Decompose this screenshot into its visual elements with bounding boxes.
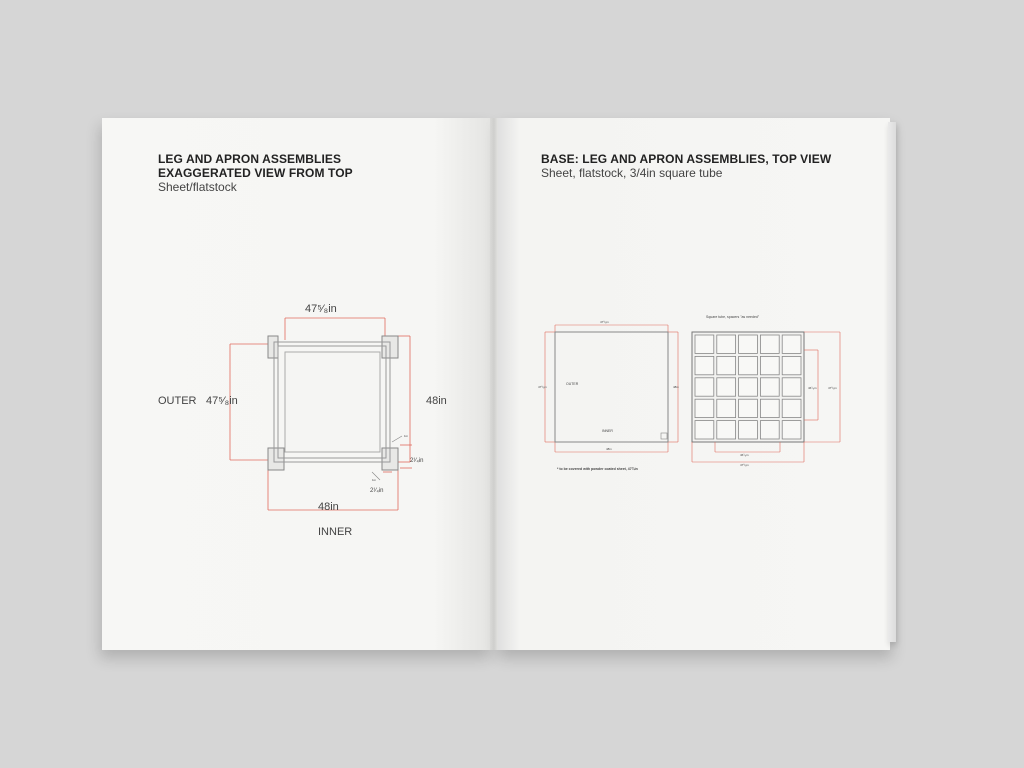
grid-cell [782, 421, 801, 439]
right-grid [692, 332, 804, 442]
right-left-left-dim: 47⁵⁄₈in [538, 385, 547, 389]
grid-cell [739, 421, 758, 439]
grid-cell [760, 399, 779, 417]
grid-cell [717, 335, 736, 353]
left-title-line-2: EXAGGERATED VIEW FROM TOP [158, 166, 353, 180]
right-subtitle: Sheet, flatstock, 3/4in square tube [541, 166, 723, 180]
right-left-inner-label: INNER [602, 429, 613, 433]
grid-cell [782, 356, 801, 374]
left-dim-outer-label: OUTER [158, 395, 197, 407]
right-left-square-corner [661, 433, 667, 439]
right-grid-right-dim-1: 46⁷⁄₈in [808, 386, 817, 390]
right-left-top-dim: 47⁵⁄₈in [600, 320, 609, 324]
left-dim-tiny-1: 1in [404, 434, 409, 438]
right-grid-right-dim-2: 47⁵⁄₈in [828, 386, 837, 390]
grid-cell [717, 378, 736, 396]
left-dim-left: 47⁵⁄₈in [206, 395, 238, 407]
left-title-line-1: LEG AND APRON ASSEMBLIES [158, 152, 342, 166]
left-dim-small-1: 2¹⁄₄in [410, 458, 424, 464]
grid-cell [695, 399, 714, 417]
left-subtitle: Sheet/flatstock [158, 180, 237, 194]
right-grid-bottom-dim-1: 46⁷⁄₈in [740, 453, 749, 457]
grid-cell [717, 356, 736, 374]
left-dim-top: 47⁵⁄₈in [305, 303, 337, 315]
grid-cell [717, 399, 736, 417]
grid-cell [717, 421, 736, 439]
left-dim-small-2: 2¹⁄₄in [370, 488, 384, 494]
grid-cell [695, 335, 714, 353]
left-dim-tiny-2: 1in [372, 478, 377, 482]
right-title: BASE: LEG AND APRON ASSEMBLIES, TOP VIEW [541, 152, 832, 166]
right-left-square [555, 332, 668, 442]
grid-cell [695, 421, 714, 439]
left-dim-right: 48in [426, 395, 447, 407]
right-grid-caption: Square tube, spacers "as needed" [706, 315, 760, 319]
left-dim-bottom: 48in [318, 501, 339, 513]
grid-cell [782, 378, 801, 396]
grid-cell [760, 378, 779, 396]
right-grid-bottom-dim-2: 47⁵⁄₈in [740, 463, 749, 467]
right-left-right-dim: 48in [673, 385, 679, 389]
grid-cell [739, 356, 758, 374]
right-left-outer-label: OUTER [566, 382, 579, 386]
grid-cell [739, 335, 758, 353]
grid-cell [695, 378, 714, 396]
grid-cell [782, 335, 801, 353]
grid-cell [695, 356, 714, 374]
left-dim-inner-label: INNER [318, 526, 353, 538]
grid-cell [739, 399, 758, 417]
grid-cell [782, 399, 801, 417]
grid-cell [739, 378, 758, 396]
right-left-bottom-dim: 48in [606, 447, 612, 451]
grid-cell [760, 421, 779, 439]
right-footnote: * to be covered with powder coated sheet, 47¾in [557, 467, 638, 471]
grid-cell [760, 356, 779, 374]
grid-cell [760, 335, 779, 353]
